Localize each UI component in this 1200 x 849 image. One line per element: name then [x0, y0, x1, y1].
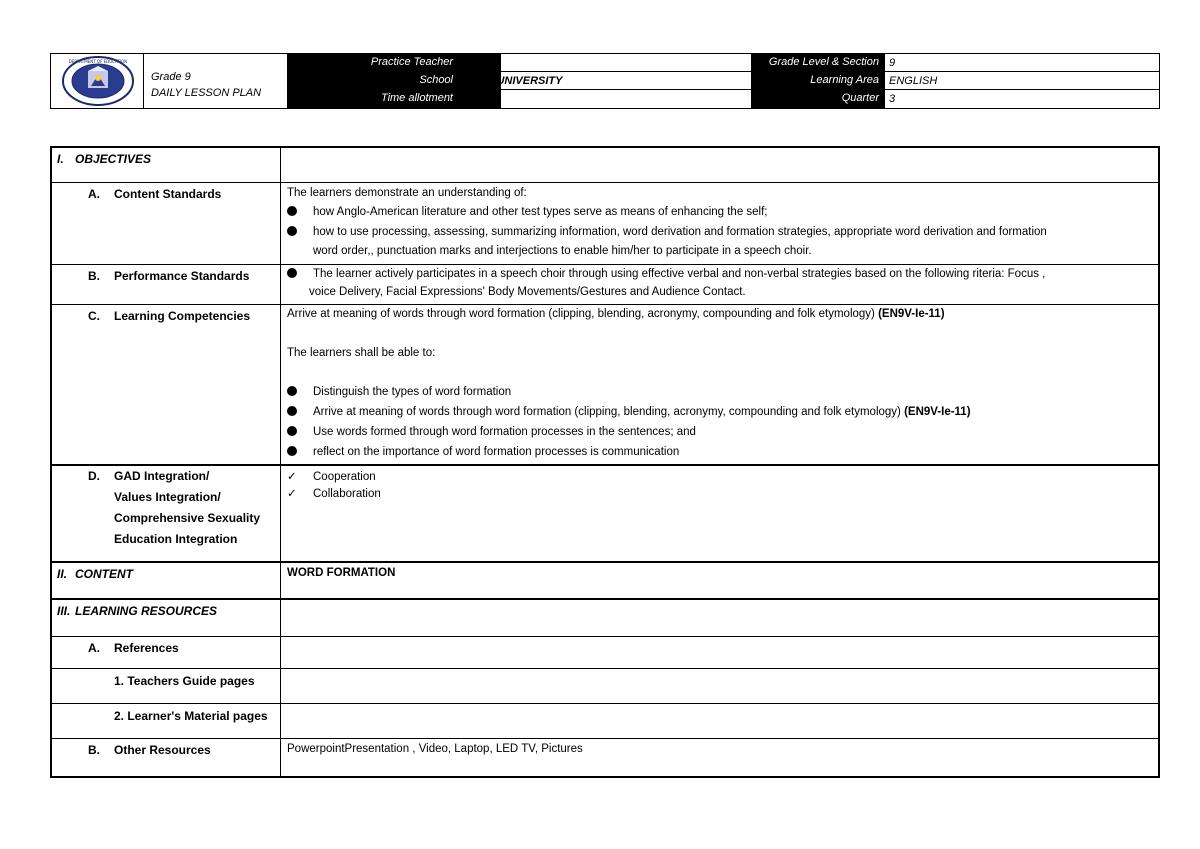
- content-heading: II. CONTENT: [57, 567, 133, 581]
- content-standards-row: [52, 183, 1158, 265]
- bullet-icon: [287, 406, 297, 416]
- objectives-row: [52, 148, 1158, 183]
- grade-title: Grade 9: [151, 71, 191, 83]
- svg-text:DEPARTMENT OF EDUCATION: DEPARTMENT OF EDUCATION: [68, 59, 128, 64]
- list-item: ✓ Collaboration: [287, 488, 381, 500]
- bullet-icon: [287, 386, 297, 396]
- quarter-label: Quarter: [841, 92, 879, 104]
- education-integration-label: Education Integration: [114, 532, 238, 546]
- references-row: [52, 637, 1158, 669]
- bullet-icon: [287, 268, 297, 278]
- school-value: STATE UNIVERSITY: [455, 72, 751, 90]
- list-item: how Anglo-American literature and other test types serve as means of enhancing the self;: [287, 206, 768, 218]
- values-integration-label: Values Integration/: [114, 490, 221, 504]
- lesson-plan-table: [50, 146, 1160, 778]
- performance-standards-row: [52, 265, 1158, 305]
- logo-cell: [51, 54, 144, 108]
- sexuality-label: Comprehensive Sexuality: [114, 511, 261, 525]
- other-resources-label: B. Other Resources: [88, 743, 211, 757]
- content-standards-intro: The learners demonstrate an understanding of:: [287, 187, 527, 199]
- competency-statement: Arrive at meaning of words through word formation (clipping, blending, acronymy, compounding and folk etymology) (EN9V-Ie-11): [287, 308, 945, 320]
- practice-teacher-label: Practice Teacher: [370, 56, 453, 68]
- gad-integration-label: D. GAD Integration/: [88, 469, 210, 483]
- references-label: A. References: [88, 641, 179, 655]
- check-icon: ✓: [287, 488, 297, 500]
- content-value: WORD FORMATION: [287, 567, 396, 579]
- grade-level-value: 9: [885, 54, 1159, 72]
- learners-material-label: 2. Learner's Material pages: [114, 709, 268, 723]
- competency-intro: The learners shall be able to:: [287, 347, 436, 359]
- grade-level-label: Grade Level & Section: [768, 56, 879, 68]
- list-item: Distinguish the types of word formation: [287, 386, 511, 398]
- learners-material-row: [52, 704, 1158, 739]
- time-allotment-label: Time allotment: [380, 92, 453, 104]
- learning-area-value: ENGLISH: [885, 72, 1159, 90]
- check-icon: ✓: [287, 471, 297, 483]
- teachers-guide-label: 1. Teachers Guide pages: [114, 674, 255, 688]
- learning-competencies-label: C. Learning Competencies: [88, 309, 251, 323]
- time-allotment-value: 1 hr: [459, 93, 478, 105]
- bullet-icon: [287, 206, 297, 216]
- list-item-continuation: voice Delivery, Facial Expressions' Body Movements/Gestures and Audience Contact.: [309, 286, 746, 298]
- bullet-icon: [287, 426, 297, 436]
- gad-integration-row: [52, 466, 1158, 563]
- list-item: reflect on the importance of word formation processes is communication: [287, 446, 679, 458]
- list-item: ✓ Cooperation: [287, 471, 376, 483]
- teachers-guide-row: [52, 669, 1158, 704]
- content-row: [52, 563, 1158, 600]
- learning-resources-row: [52, 600, 1158, 637]
- learning-area-label: Learning Area: [810, 74, 879, 86]
- list-item: Arrive at meaning of words through word formation (clipping, blending, acronymy, compounding and folk etymology) (EN9V-Ie-11): [287, 406, 971, 418]
- other-resources-row: [52, 739, 1158, 776]
- content-standards-label: A. Content Standards: [88, 187, 222, 201]
- bullet-icon: [287, 226, 297, 236]
- quarter-value: 3: [889, 93, 896, 105]
- learning-competencies-row: [52, 305, 1158, 466]
- list-item: The learner actively participates in a speech choir through using effective verbal and non-verbal strategies based on the following riteria: Focus ,: [287, 268, 1045, 280]
- school-label: School: [419, 74, 453, 86]
- performance-standards-label: B. Performance Standards: [88, 269, 250, 283]
- deped-seal-logo: [61, 56, 135, 106]
- list-item: how to use processing, assessing, summarizing information, word derivation and formation strategies, appropriate word derivation and formation: [287, 226, 1047, 238]
- list-item-continuation: word order,, punctuation marks and interjections to enable him/her to participate in a speech choir.: [313, 245, 812, 257]
- learning-resources-heading: III. LEARNING RESOURCES: [57, 604, 218, 618]
- objectives-heading: I. OBJECTIVES: [57, 152, 152, 166]
- practice-teacher-value: JENNY: [455, 54, 751, 72]
- lesson-plan-header: [50, 53, 1160, 109]
- bullet-icon: [287, 446, 297, 456]
- other-resources-value: PowerpointPresentation , Video, Laptop, LED TV, Pictures: [287, 743, 583, 755]
- list-item: Use words formed through word formation processes in the sentences; and: [287, 426, 696, 438]
- plan-title: DAILY LESSON PLAN: [151, 87, 262, 99]
